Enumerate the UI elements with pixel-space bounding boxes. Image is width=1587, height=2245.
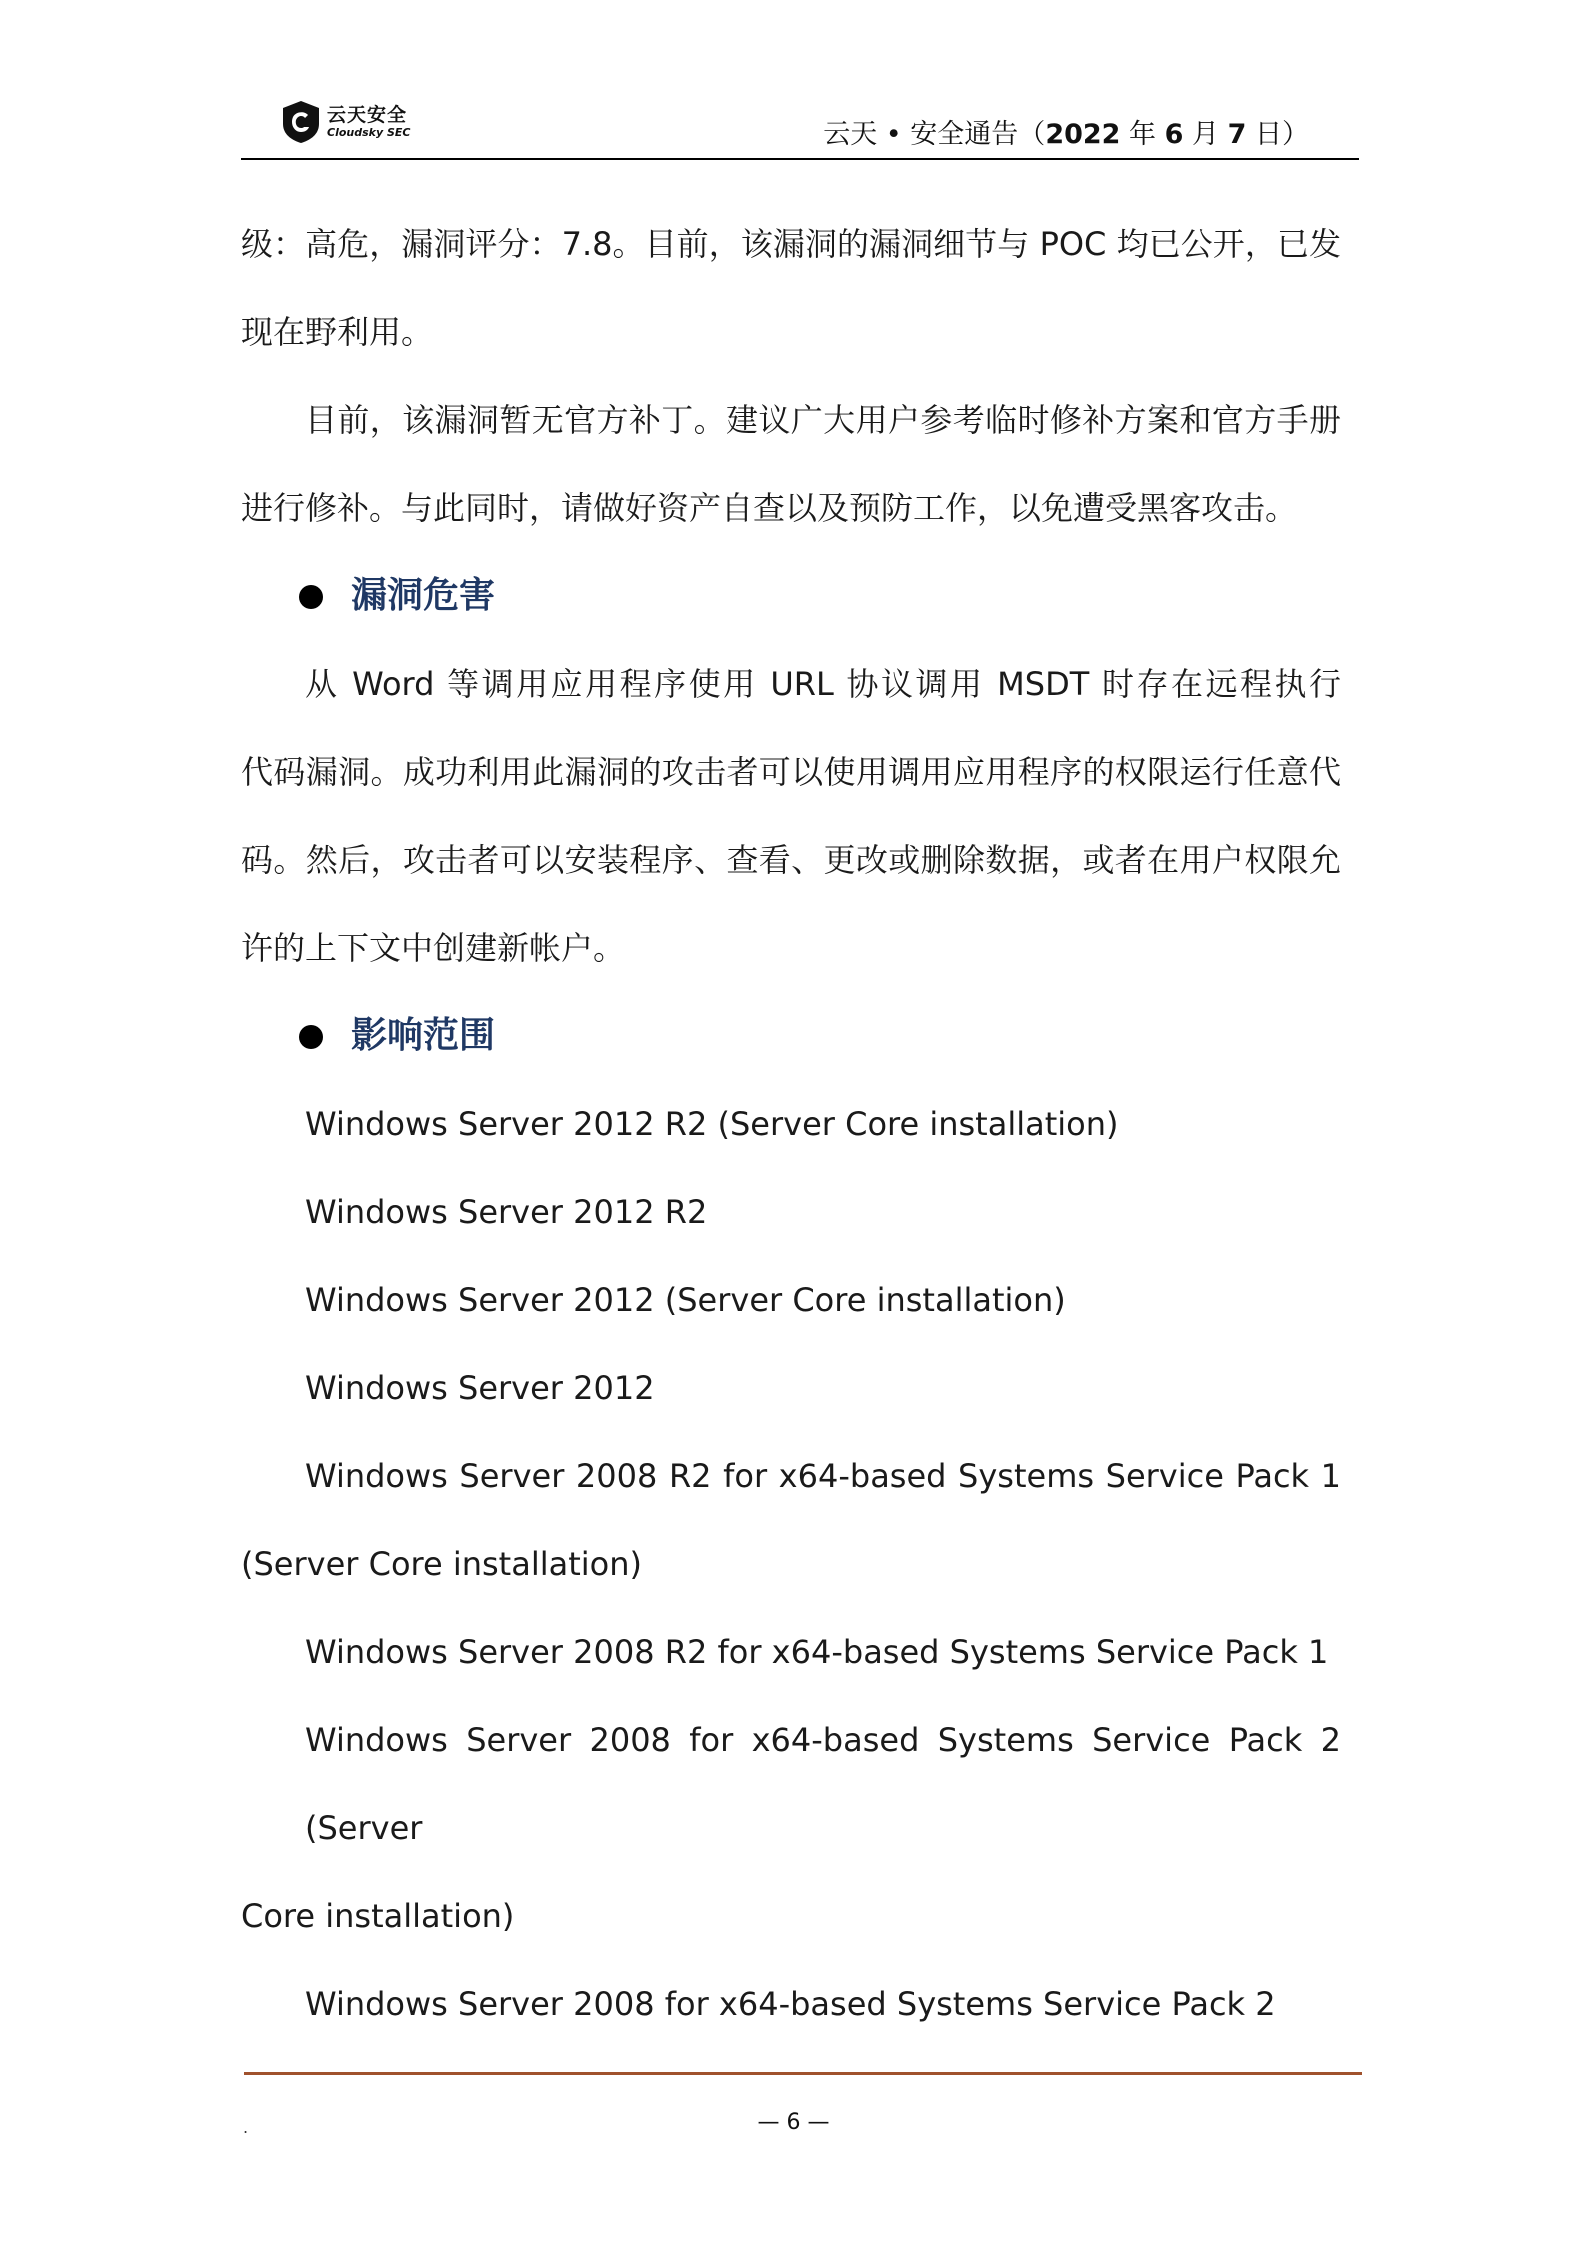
shield-logo-icon xyxy=(281,100,321,144)
bullet-icon xyxy=(299,585,323,609)
affected-product: Windows Server 2012 xyxy=(305,1369,655,1407)
text-line: 从 Word 等调用应用程序使用 URL 协议调用 MSDT 时存在远程执行 xyxy=(305,665,1341,703)
logo-english-text: Cloudsky SEC xyxy=(327,126,411,139)
affected-product: Windows Server 2008 R2 for x64-based Systems Service Pack 1 xyxy=(305,1457,1341,1495)
affected-product: Windows Server 2008 R2 for x64-based Systems Service Pack 1 xyxy=(305,1633,1329,1671)
page-number: — 6 — xyxy=(757,2110,830,2135)
logo-chinese-text: 云天安全 xyxy=(327,104,408,126)
affected-product-continued: Core installation) xyxy=(241,1897,515,1935)
text-line: 进行修补。与此同时，请做好资产自查以及预防工作，以免遭受黑客攻击。 xyxy=(241,489,1298,527)
affected-product: Windows Server 2008 for x64-based Systems Service Pack 2 xyxy=(305,1985,1276,2023)
section-heading-scope: 影响范围 xyxy=(241,992,1341,1080)
paragraph-patch-advice xyxy=(241,376,1341,552)
text-line: 许的上下文中创建新帐户。 xyxy=(241,929,626,967)
header-title: 云天 • 安全通告（2022 年 6 月 7 日） xyxy=(823,119,1309,150)
document-body xyxy=(241,200,1341,2048)
page-header xyxy=(241,92,1359,160)
text-line: 代码漏洞。成功利用此漏洞的攻击者可以使用调用应用程序的权限运行任意代 xyxy=(241,753,1341,791)
affected-product-continued: (Server Core installation) xyxy=(241,1545,642,1583)
affected-product: Windows Server 2012 R2 xyxy=(305,1193,708,1231)
bullet-icon xyxy=(299,1025,323,1049)
company-logo xyxy=(281,98,431,146)
affected-product: Windows Server 2012 (Server Core installation) xyxy=(305,1281,1066,1319)
affected-product-list xyxy=(241,1080,1341,2048)
text-line: 码。然后，攻击者可以安装程序、查看、更改或删除数据，或者在用户权限允 xyxy=(241,841,1341,879)
text-line: 现在野利用。 xyxy=(241,313,434,351)
text-line: 级：高危，漏洞评分：7.8。目前，该漏洞的漏洞细节与 POC 均已公开，已发 xyxy=(241,225,1341,263)
affected-product: Windows Server 2008 for x64-based Systems Service Pack 2 (Server xyxy=(305,1721,1341,1847)
header-divider xyxy=(241,158,1359,160)
paragraph-severity xyxy=(241,200,1341,376)
section-heading-impact: 漏洞危害 xyxy=(241,552,1341,640)
paragraph-impact xyxy=(241,640,1341,992)
footer-divider xyxy=(244,2072,1362,2075)
text-line: 目前，该漏洞暂无官方补丁。建议广大用户参考临时修补方案和官方手册 xyxy=(305,401,1341,439)
affected-product: Windows Server 2012 R2 (Server Core installation) xyxy=(305,1105,1119,1143)
footer-dot: . xyxy=(243,2118,249,2137)
